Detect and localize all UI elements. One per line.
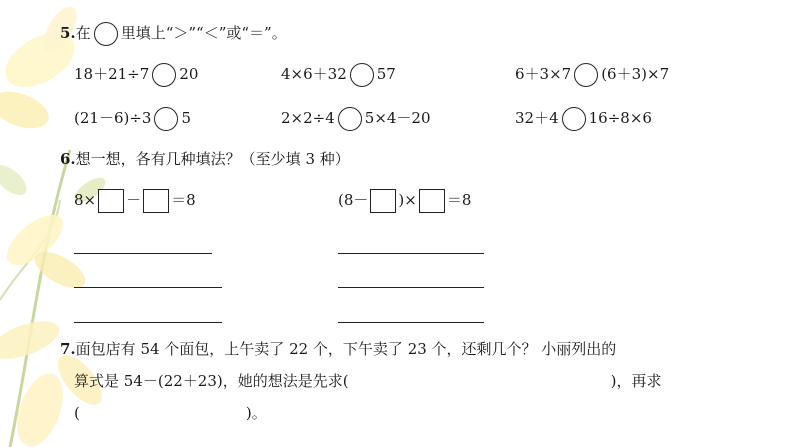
compare-circle[interactable] xyxy=(350,63,374,87)
q6-equation-2 xyxy=(338,189,471,213)
q6-number: 6. xyxy=(60,150,76,168)
compare-circle[interactable] xyxy=(338,107,362,131)
eq-part: ＝8 xyxy=(171,191,196,209)
q5-item-4 xyxy=(74,107,191,131)
answer-line[interactable] xyxy=(338,322,484,323)
expr-right: (6＋3)×7 xyxy=(601,65,670,83)
q5-post: 里填上“＞”“＜”或“＝”。 xyxy=(120,24,287,42)
compare-circle[interactable] xyxy=(152,63,176,87)
q5-item-3 xyxy=(515,63,669,87)
circle-symbol xyxy=(94,22,118,46)
expr-left: 18＋21÷7 xyxy=(74,65,150,83)
answer-box[interactable] xyxy=(370,189,396,213)
eq-part: ＝8 xyxy=(446,191,472,209)
q7-number: 7. xyxy=(60,340,76,358)
eq-part: (8－ xyxy=(338,191,369,209)
expr-left: 2×2÷4 xyxy=(281,109,335,127)
q5-item-5 xyxy=(281,107,431,131)
answer-line[interactable] xyxy=(74,287,222,288)
q5-heading xyxy=(60,22,287,46)
expr-left: 32＋4 xyxy=(515,109,559,127)
answer-line[interactable] xyxy=(338,287,484,288)
q7-text-3a: ( xyxy=(74,404,80,422)
answer-box[interactable] xyxy=(98,189,124,213)
expr-right: 20 xyxy=(179,65,199,83)
eq-part: － xyxy=(126,191,142,209)
eq-part: 8× xyxy=(74,191,97,209)
q6-heading xyxy=(60,148,350,170)
expr-right: 5×4－20 xyxy=(364,109,431,127)
q7-line-1 xyxy=(60,338,616,360)
q7-text-2a: 算式是 54－(22＋23)，她的想法是先求( xyxy=(74,372,349,390)
q5-pre: 在 xyxy=(75,24,91,42)
answer-line[interactable] xyxy=(338,253,484,254)
q6-text: 想一想，各有几种填法？（至少填 3 种） xyxy=(75,150,350,168)
expr-right: 5 xyxy=(181,109,191,127)
q7-line-3 xyxy=(74,402,267,424)
expr-right: 57 xyxy=(376,65,396,83)
compare-circle[interactable] xyxy=(154,107,178,131)
q6-equation-1 xyxy=(74,189,196,213)
q7-text-2b: )，再求 xyxy=(610,372,662,390)
q7-line-2 xyxy=(74,370,661,392)
q5-item-6 xyxy=(515,107,652,131)
q5-number: 5. xyxy=(60,24,76,42)
answer-line[interactable] xyxy=(74,322,222,323)
q5-item-1 xyxy=(74,63,198,87)
q7-text-1: 面包店有 54 个面包，上午卖了 22 个，下午卖了 23 个，还剩几个？ 小丽列出的 xyxy=(75,340,617,358)
expr-left: (21－6)÷3 xyxy=(74,109,152,127)
q7-text-3b: )。 xyxy=(245,404,267,422)
q5-item-2 xyxy=(281,63,396,87)
expr-right: 16÷8×6 xyxy=(588,109,652,127)
compare-circle[interactable] xyxy=(574,63,598,87)
eq-part: )× xyxy=(398,191,417,209)
expr-left: 4×6＋32 xyxy=(281,65,347,83)
answer-box[interactable] xyxy=(143,189,169,213)
answer-line[interactable] xyxy=(74,253,212,254)
compare-circle[interactable] xyxy=(562,107,586,131)
expr-left: 6＋3×7 xyxy=(515,65,572,83)
answer-box[interactable] xyxy=(419,189,445,213)
